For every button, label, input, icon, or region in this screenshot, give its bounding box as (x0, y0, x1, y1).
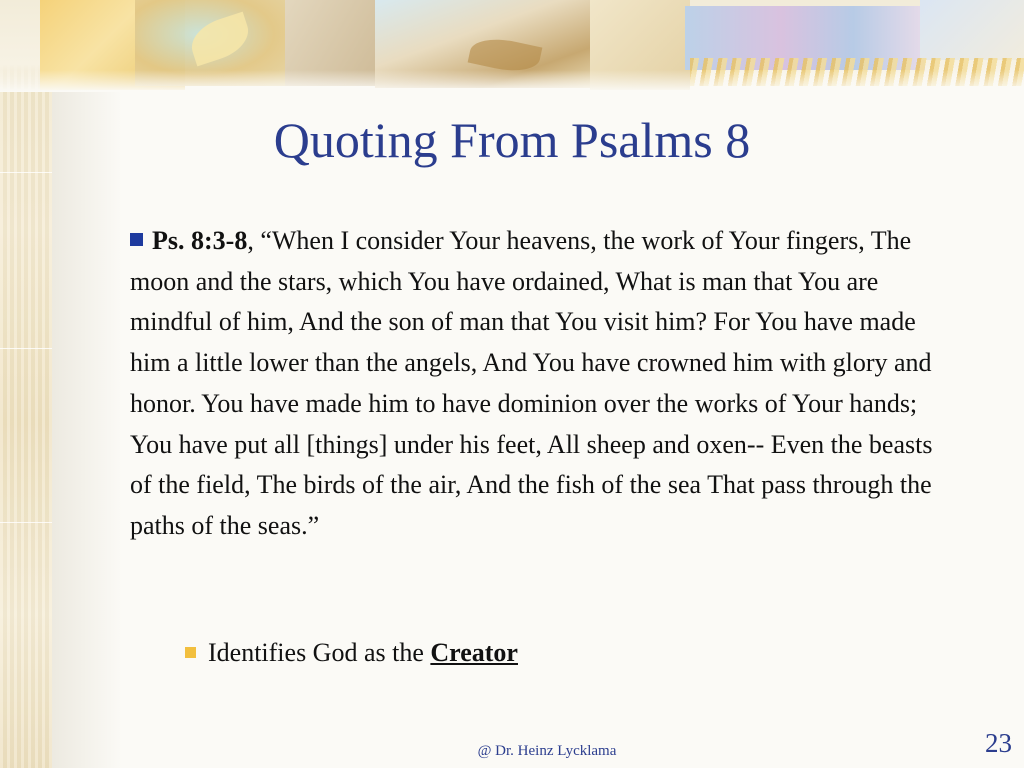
slide-title: Quoting From Psalms 8 (273, 112, 751, 168)
strip-seam (0, 522, 52, 523)
banner-fade (0, 70, 1024, 92)
main-bullet (130, 221, 940, 547)
banner-panel (920, 0, 1024, 60)
page-number: 23 (985, 728, 1012, 758)
square-bullet-icon (130, 233, 143, 246)
scripture-reference: Ps. 8:3-8 (152, 226, 248, 255)
square-bullet-icon (185, 647, 196, 658)
strip-seam (0, 172, 52, 173)
creator-emphasis: Creator (430, 638, 518, 667)
scripture-quote: , “When I consider Your heavens, the work of Your fingers, The moon and the stars, which You have ordained, What is man that You are mindful of him, And the son of man that You visit him? For You have made him a little lower than the angels, And You have crowned him with glory and honor. You have made him to have dominion over the works of Your hands; You have put all [things] under his feet, All sheep and oxen-- Even the beasts of the field, The birds of the air, And the fish of the sea That pass through the paths of the seas.” (130, 226, 933, 540)
footer-credit: @ Dr. Heinz Lycklama (477, 743, 617, 759)
sub-bullet-text: Identifies God as the (208, 638, 431, 667)
top-decorative-banner (0, 0, 1024, 92)
sub-bullet (185, 633, 518, 673)
strip-shadow (52, 85, 122, 768)
strip-seam (0, 348, 52, 349)
